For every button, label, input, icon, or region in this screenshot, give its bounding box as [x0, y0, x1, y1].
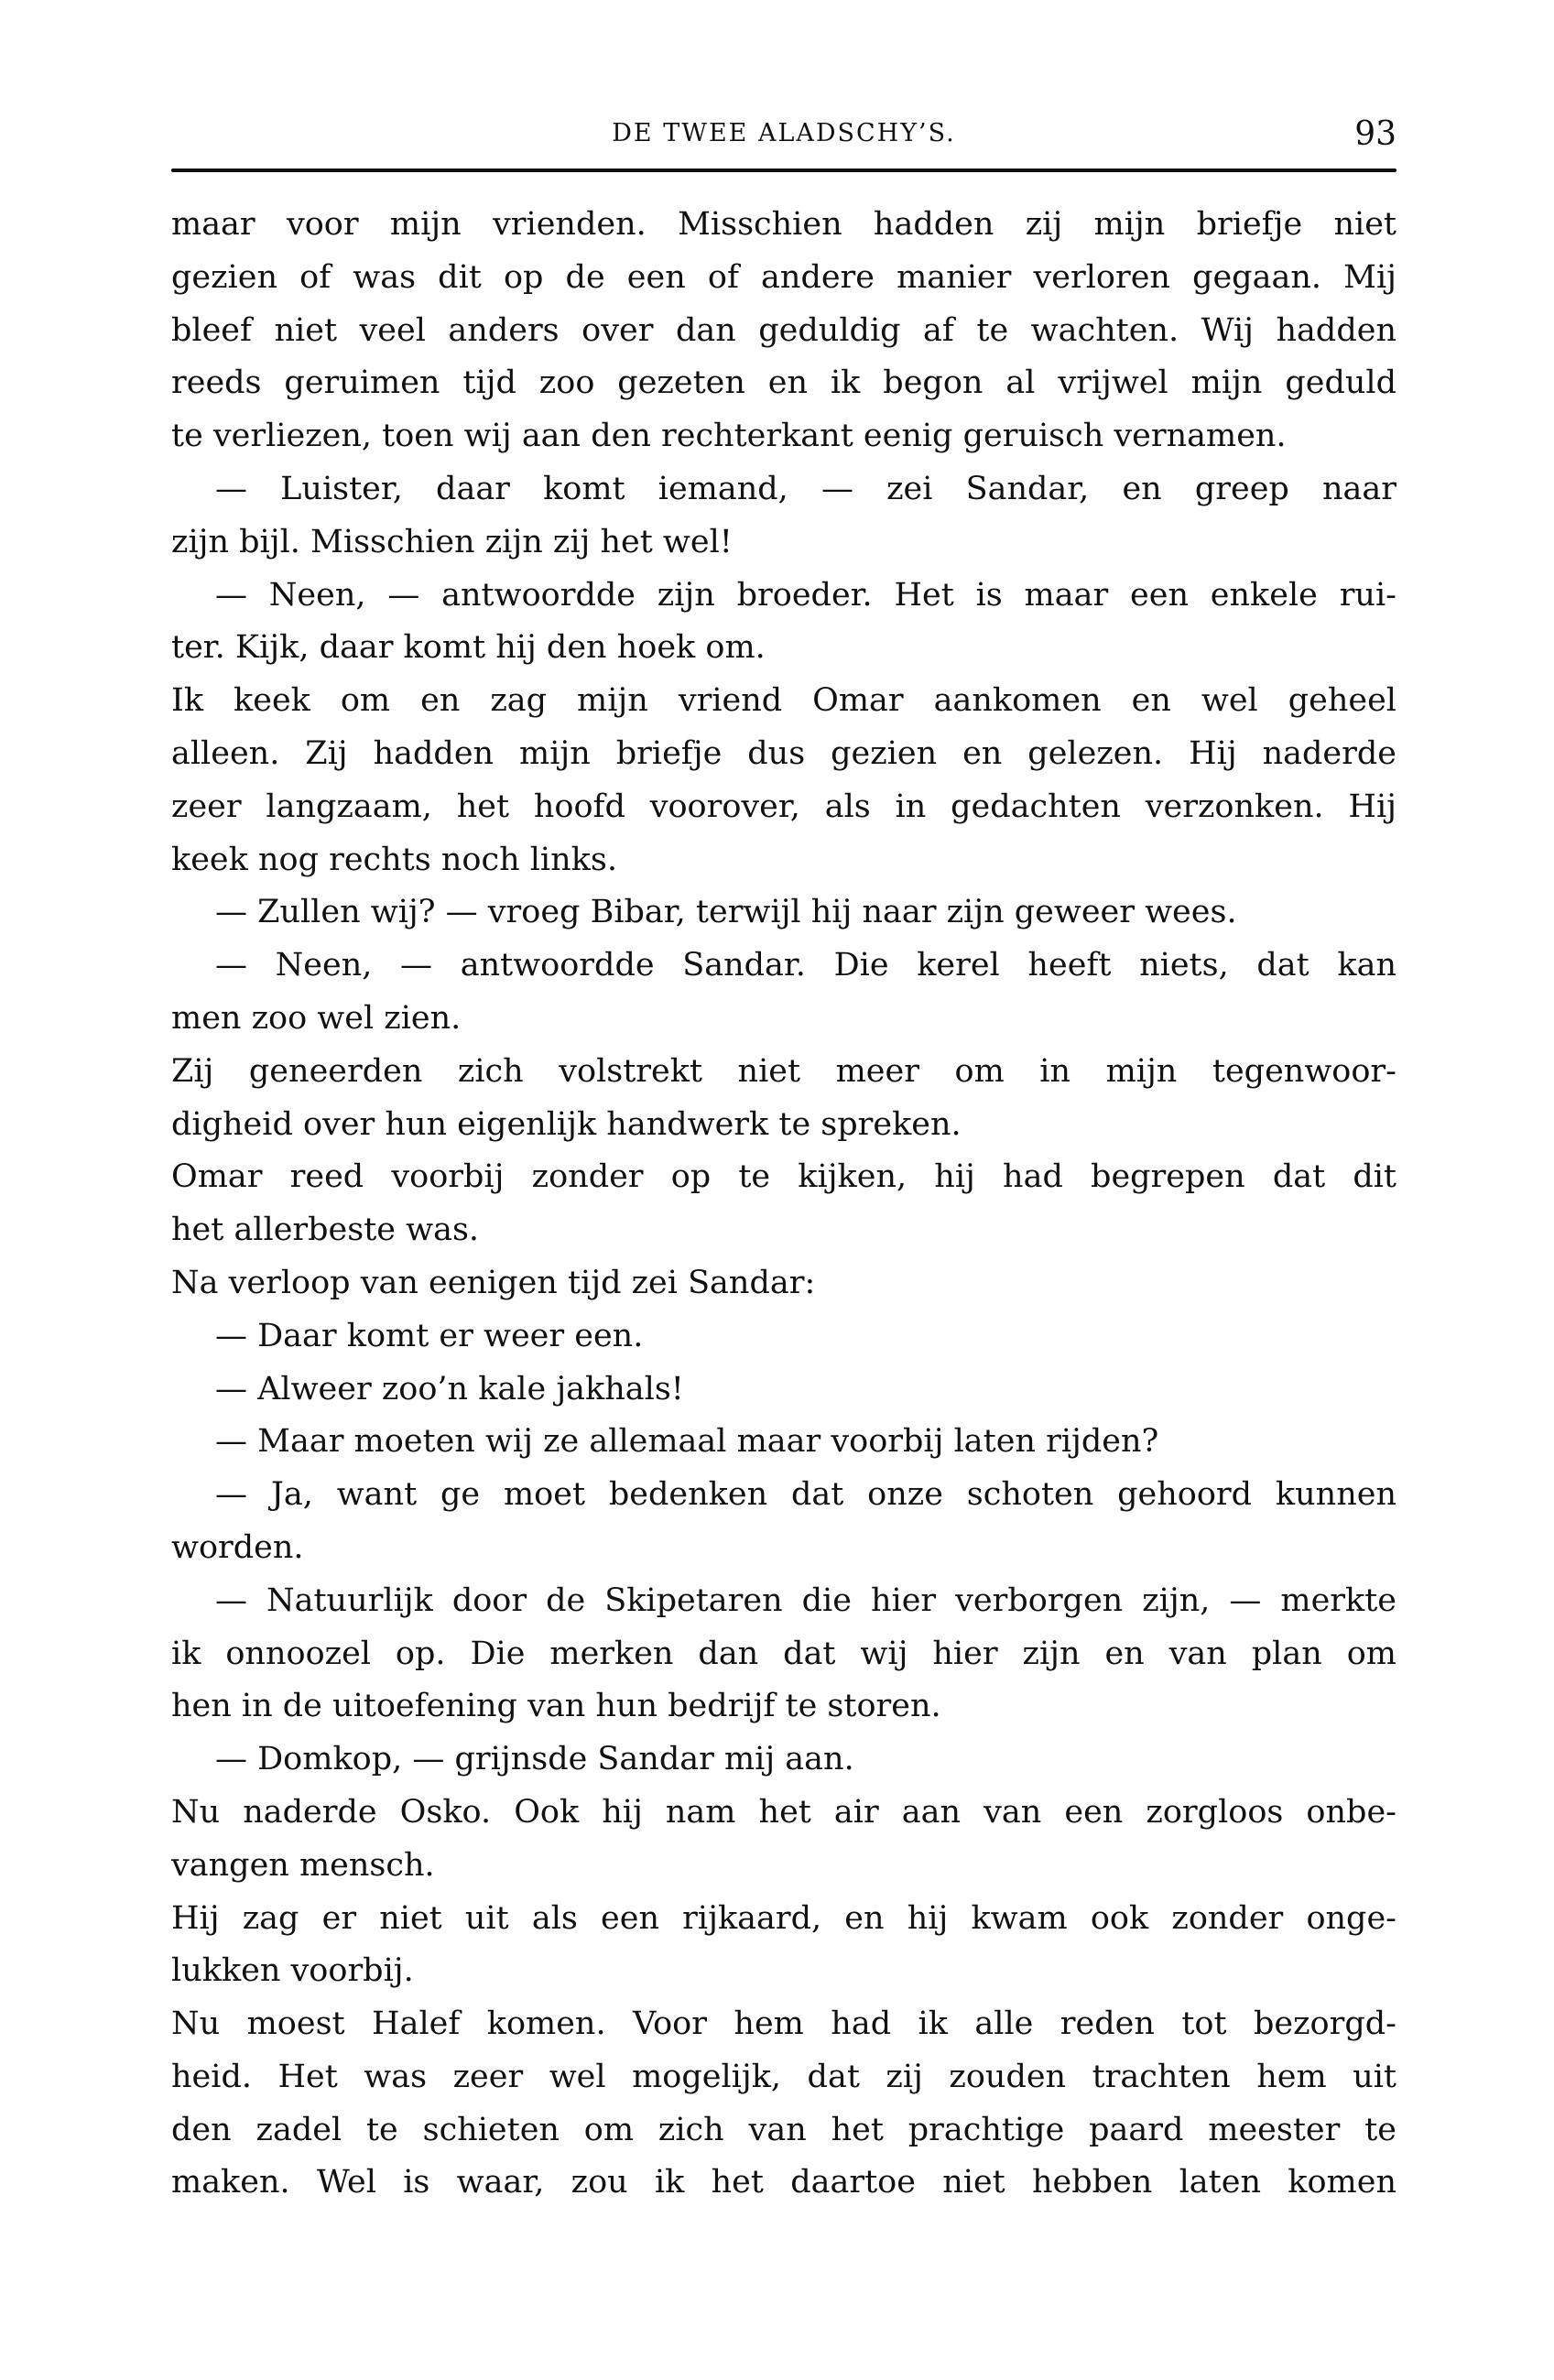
text-line: — Ja, want ge moet bedenken dat onze schoten gehoord kunnen	[215, 1476, 1396, 1514]
text-line: zeer langzaam, het hoofd voorover, als in gedachten verzonken. Hij	[171, 788, 1396, 825]
text-line: reeds geruimen tijd zoo gezeten en ik begon al vrijwel mijn geduld	[171, 364, 1396, 402]
text-line: — Luister, daar komt iemand, — zei Sandar, en greep naar	[215, 470, 1396, 507]
text-line: men zoo wel zien.	[171, 999, 462, 1037]
text-line: — Neen, — antwoordde Sandar. Die kerel heeft niets, dat kan	[215, 947, 1396, 984]
text-line: zijn bijl. Misschien zijn zij het wel!	[171, 523, 733, 560]
text-line: worden.	[171, 1528, 304, 1566]
text-line: — Neen, — antwoordde zijn broeder. Het is maar een enkele rui-	[215, 576, 1396, 614]
text-line: alleen. Zij hadden mijn briefje dus gezien en gelezen. Hij naderde	[171, 734, 1396, 772]
text-line: ter. Kijk, daar komt hij den hoek om.	[171, 629, 766, 667]
text-line: — Daar komt er weer een.	[215, 1317, 644, 1354]
text-line: den zadel te schieten om zich van het prachtige paard meester te	[171, 2111, 1396, 2148]
text-line: Na verloop van eenigen tijd zei Sandar:	[171, 1264, 816, 1301]
text-line: Nu naderde Osko. Ook hij nam het air aan van een zorgloos onbe-	[171, 1793, 1396, 1831]
text-line: — Domkop, — grijnsde Sandar mij aan.	[215, 1741, 854, 1778]
text-line: maar voor mijn vrienden. Misschien hadden zij mijn briefje niet	[171, 206, 1396, 243]
text-line: digheid over hun eigenlijk handwerk te spreken.	[171, 1105, 962, 1143]
text-line: hen in de uitoefening van hun bedrijf te storen.	[171, 1688, 941, 1725]
text-line: lukken voorbij.	[171, 1952, 414, 1990]
running-title: DE TWEE ALADSCHY’S.	[612, 119, 956, 147]
text-line: ik onnoozel op. Die merken dan dat wij hier zijn en van plan om	[171, 1635, 1396, 1672]
text-line: — Natuurlijk door de Skipetaren die hier verborgen zijn, — merkte	[215, 1581, 1396, 1619]
text-line: gezien of was dit op de een of andere manier verloren gegaan. Mij	[171, 258, 1396, 296]
text-line: — Alweer zoo’n kale jakhals!	[215, 1370, 684, 1407]
text-line: — Zullen wij? — vroeg Bibar, terwijl hij naar zijn geweer wees.	[215, 894, 1237, 931]
text-line: bleef niet veel anders over dan geduldig af te wachten. Wij hadden	[171, 311, 1396, 349]
running-header	[171, 115, 1396, 152]
text-line: het allerbeste was.	[171, 1212, 480, 1249]
page-number: 93	[1354, 115, 1396, 153]
text-line: vangen mensch.	[171, 1846, 435, 1884]
text-line: — Maar moeten wij ze allemaal maar voorbij laten rijden?	[215, 1423, 1159, 1461]
text-line: Zij geneerden zich volstrekt niet meer om in mijn tegenwoor-	[171, 1052, 1396, 1090]
text-line: Nu moest Halef komen. Voor hem had ik alle reden tot bezorgd-	[171, 2005, 1396, 2043]
text-line: keek nog rechts noch links.	[171, 841, 617, 878]
text-line: maken. Wel is waar, zou ik het daartoe niet hebben laten komen	[171, 2164, 1396, 2201]
text-line: te verliezen, toen wij aan den rechterkant eenig geruisch vernamen.	[171, 418, 1287, 455]
body-text	[171, 201, 1396, 2212]
text-line: heid. Het was zeer wel mogelijk, dat zij zouden trachten hem uit	[171, 2058, 1396, 2095]
text-line: Omar reed voorbij zonder op te kijken, hij had begrepen dat dit	[171, 1158, 1396, 1196]
text-line: Hij zag er niet uit als een rijkaard, en hij kwam ook zonder onge-	[171, 1899, 1396, 1937]
text-line: Ik keek om en zag mijn vriend Omar aankomen en wel geheel	[171, 682, 1396, 720]
header-rule	[171, 168, 1396, 172]
